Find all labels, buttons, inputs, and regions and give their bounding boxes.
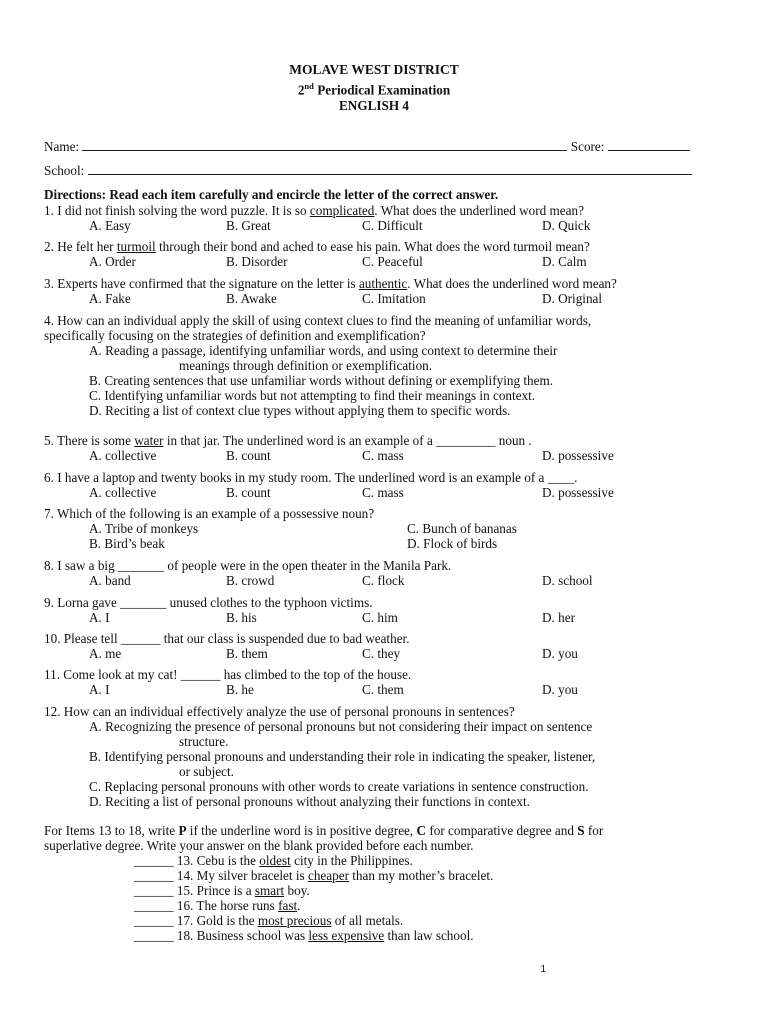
exam-header (44, 62, 704, 114)
option-c[interactable]: C. Difficult (362, 218, 423, 233)
items-13-18-instructions (44, 823, 704, 853)
exam-title-text: Periodical Examination (313, 82, 451, 98)
question-3-text: 3. Experts have confirmed that the signature on the letter is authentic. What does the underlined word mean? (44, 276, 617, 291)
option-d[interactable]: D. possessive (542, 485, 614, 500)
question-4-text-cont: specifically focusing on the strategies of definition and exemplification? (44, 328, 426, 343)
question-1-text: 1. I did not finish solving the word puzzle. It is so complicated. What does the underlined word mean? (44, 203, 584, 218)
directions: Directions: Read each item carefully and encircle the letter of the correct answer. (44, 187, 499, 202)
question-12-text: 12. How can an individual effectively analyze the use of personal pronouns in sentences? (44, 704, 515, 719)
exam-ordinal: nd (304, 81, 314, 91)
option-b[interactable]: B. Disorder (226, 254, 288, 269)
question-10-text: 10. Please tell ______ that our class is suspended due to bad weather. (44, 631, 410, 646)
option-a[interactable]: A. me (89, 646, 122, 661)
option-d[interactable]: D. Reciting a list of context clue types without applying them to specific words. (89, 403, 511, 418)
exam-page (44, 62, 704, 943)
exam-title (44, 78, 704, 98)
name-row (44, 137, 701, 155)
question-11-options (44, 682, 704, 697)
option-a[interactable]: A. Recognizing the presence of personal pronouns but not considering their impact on sentence (89, 719, 593, 734)
option-d[interactable]: D. Calm (542, 254, 587, 269)
option-b-cont: or subject. (179, 764, 234, 779)
question-8 (44, 558, 704, 588)
option-c[interactable]: C. Bunch of bananas (407, 521, 517, 536)
question-6 (44, 470, 704, 500)
option-a[interactable]: A. I (89, 682, 110, 697)
option-c[interactable]: C. Imitation (362, 291, 426, 306)
question-2-text: 2. He felt her turmoil through their bond and ached to ease his pain. What does the word turmoil mean? (44, 239, 590, 254)
option-a[interactable]: A. Reading a passage, identifying unfamiliar words, and using context to determine their (89, 343, 558, 358)
option-a[interactable]: A. Easy (89, 218, 131, 233)
question-2 (44, 239, 704, 269)
option-a[interactable]: A. band (89, 573, 131, 588)
question-6-text: 6. I have a laptop and twenty books in my study room. The underlined word is an example of a ____. (44, 470, 578, 485)
exam-number: 2 (297, 82, 305, 98)
option-c[interactable]: C. Replacing personal pronouns with other words to create variations in sentence construction. (89, 779, 589, 794)
question-9-text: 9. Lorna gave _______ unused clothes to the typhoon victims. (44, 595, 373, 610)
score-field[interactable] (608, 137, 690, 151)
option-b[interactable]: B. count (226, 448, 271, 463)
item-13[interactable]: ______ 13. Cebu is the oldest city in the Philippines. (134, 853, 413, 868)
option-a[interactable]: A. collective (89, 448, 157, 463)
question-7 (44, 506, 704, 551)
question-5-text: 5. There is some water in that jar. The underlined word is an example of a _________ noun . (44, 433, 532, 448)
question-9-options (44, 610, 704, 625)
question-12 (44, 704, 704, 809)
district-title: MOLAVE WEST DISTRICT (289, 62, 459, 77)
option-b[interactable]: B. Creating sentences that use unfamiliar words without defining or exemplifying them. (89, 373, 554, 388)
question-1 (44, 203, 704, 233)
option-a-cont: structure. (179, 734, 229, 749)
page-number: 1 (540, 964, 546, 975)
option-b[interactable]: B. Identifying personal pronouns and understanding their role in indicating the speaker, listener, (89, 749, 596, 764)
item-18[interactable]: ______ 18. Business school was less expensive than law school. (134, 928, 474, 943)
option-b[interactable]: B. he (226, 682, 254, 697)
question-3-options (44, 291, 704, 306)
option-a[interactable]: A. Fake (89, 291, 131, 306)
option-c[interactable]: C. mass (362, 448, 404, 463)
item-16[interactable]: ______ 16. The horse runs fast. (134, 898, 301, 913)
question-10-options (44, 646, 704, 661)
item-17[interactable]: ______ 17. Gold is the most precious of all metals. (134, 913, 404, 928)
option-b[interactable]: B. them (226, 646, 268, 661)
subject-title: ENGLISH 4 (339, 98, 409, 114)
option-d[interactable]: D. Quick (542, 218, 591, 233)
degree-items-list (44, 853, 704, 943)
instructions-line1: For Items 13 to 18, write P if the underline word is in positive degree, C for comparative degree and S for (44, 823, 604, 838)
question-4-text: 4. How can an individual apply the skill of using context clues to find the meaning of unfamiliar words, (44, 313, 592, 328)
item-14[interactable]: ______ 14. My silver bracelet is cheaper than my mother’s bracelet. (134, 868, 494, 883)
option-c[interactable]: C. they (362, 646, 401, 661)
option-d[interactable]: D. school (542, 573, 593, 588)
option-c[interactable]: C. Peaceful (362, 254, 423, 269)
option-a[interactable]: A. Order (89, 254, 136, 269)
question-8-text: 8. I saw a big _______ of people were in the open theater in the Manila Park. (44, 558, 452, 573)
option-a-cont: meanings through definition or exemplification. (179, 358, 433, 373)
option-b[interactable]: B. Great (226, 218, 271, 233)
option-d[interactable]: D. you (542, 682, 578, 697)
option-a[interactable]: A. Tribe of monkeys (89, 521, 199, 536)
option-b[interactable]: B. count (226, 485, 271, 500)
option-d[interactable]: D. Original (542, 291, 603, 306)
option-c[interactable]: C. him (362, 610, 398, 625)
option-d[interactable]: D. her (542, 610, 575, 625)
option-d[interactable]: D. Flock of birds (407, 536, 498, 551)
option-a[interactable]: A. collective (89, 485, 157, 500)
question-10 (44, 631, 704, 661)
name-label: Name: (44, 139, 80, 154)
school-label: School: (44, 163, 85, 178)
option-c[interactable]: C. Identifying unfamiliar words but not attempting to find their meanings in context. (89, 388, 536, 403)
question-1-options (44, 218, 704, 233)
school-field[interactable] (88, 161, 692, 175)
question-11-text: 11. Come look at my cat! ______ has climbed to the top of the house. (44, 667, 412, 682)
option-d[interactable]: D. Reciting a list of personal pronouns without analyzing their functions in context. (89, 794, 530, 809)
option-c[interactable]: C. them (362, 682, 404, 697)
item-15[interactable]: ______ 15. Prince is a smart boy. (134, 883, 310, 898)
option-d[interactable]: D. possessive (542, 448, 614, 463)
question-7-text: 7. Which of the following is an example of a possessive noun? (44, 506, 375, 521)
question-8-options (44, 573, 704, 588)
question-11 (44, 667, 704, 697)
option-c[interactable]: C. mass (362, 485, 404, 500)
question-7-options-row2 (44, 536, 704, 551)
option-b[interactable]: B. Awake (226, 291, 277, 306)
question-7-options-row1 (44, 521, 704, 536)
name-field[interactable] (82, 137, 567, 151)
instructions-line2: superlative degree. Write your answer on the blank provided before each number. (44, 838, 474, 853)
question-2-options (44, 254, 704, 269)
question-4 (44, 313, 704, 418)
question-3 (44, 276, 704, 306)
option-d[interactable]: D. you (542, 646, 578, 661)
question-6-options (44, 485, 704, 500)
option-a[interactable]: A. I (89, 610, 110, 625)
question-5 (44, 433, 704, 463)
option-c[interactable]: C. flock (362, 573, 405, 588)
option-b[interactable]: B. his (226, 610, 257, 625)
question-9 (44, 595, 704, 625)
school-row (44, 161, 701, 179)
question-5-options (44, 448, 704, 463)
score-label: Score: (570, 139, 605, 154)
option-b[interactable]: B. crowd (226, 573, 275, 588)
option-b[interactable]: B. Bird’s beak (89, 536, 165, 551)
